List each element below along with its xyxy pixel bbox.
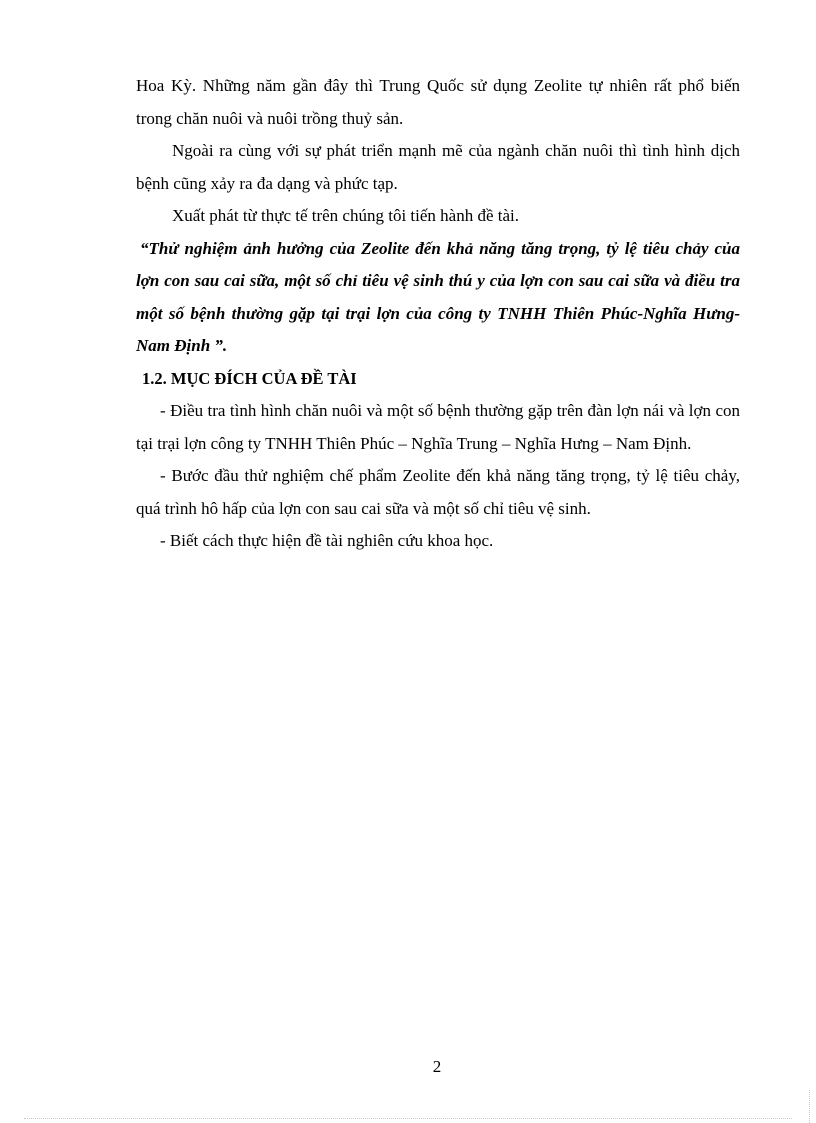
page-body	[136, 70, 740, 558]
paragraph-disease-context: Ngoài ra cùng với sự phát triển mạnh mẽ của ngành chăn nuôi thì tình hình dịch bệnh cũng xảy ra đa dạng và phức tạp.	[136, 141, 740, 193]
page-number: 2	[432, 1057, 442, 1076]
paragraph-topic-intro: Xuất phát từ thực tế trên chúng tôi tiến hành đề tài.	[172, 206, 519, 225]
objective-item-method: - Biết cách thực hiện đề tài nghiên cứu khoa học.	[160, 531, 494, 550]
page-bottom-divider	[24, 1118, 792, 1119]
paragraph-continuation: Hoa Kỳ. Những năm gần đây thì Trung Quốc sử dụng Zeolite tự nhiên rất phổ biến trong chăn nuôi và nuôi trồng thuỷ sản.	[136, 76, 740, 128]
section-heading: 1.2. MỤC ĐÍCH CỦA ĐỀ TÀI	[142, 368, 357, 388]
research-title-quote: “Thử nghiệm ảnh hưởng của Zeolite đến khả năng tăng trọng, tỷ lệ tiêu chảy của lợn con sau cai sữa, một số chỉ tiêu vệ sinh thú y của lợn con sau cai sữa và điều tra một số bệnh thường gặp tại trại lợn của công ty TNHH Thiên Phúc-Nghĩa Hưng-Nam Định ”.	[136, 238, 740, 355]
objective-item-trial: - Bước đầu thử nghiệm chế phẩm Zeolite đến khả năng tăng trọng, tỷ lệ tiêu chảy, quá trình hô hấp của lợn con sau cai sữa và một số chỉ tiêu vệ sinh.	[136, 466, 740, 518]
objective-item-survey: - Điều tra tình hình chăn nuôi và một số bệnh thường gặp trên đàn lợn nái và lợn con tại trại lợn công ty TNHH Thiên Phúc – Nghĩa Trung – Nghĩa Hưng – Nam Định.	[136, 401, 740, 453]
page-right-divider	[809, 1090, 810, 1123]
